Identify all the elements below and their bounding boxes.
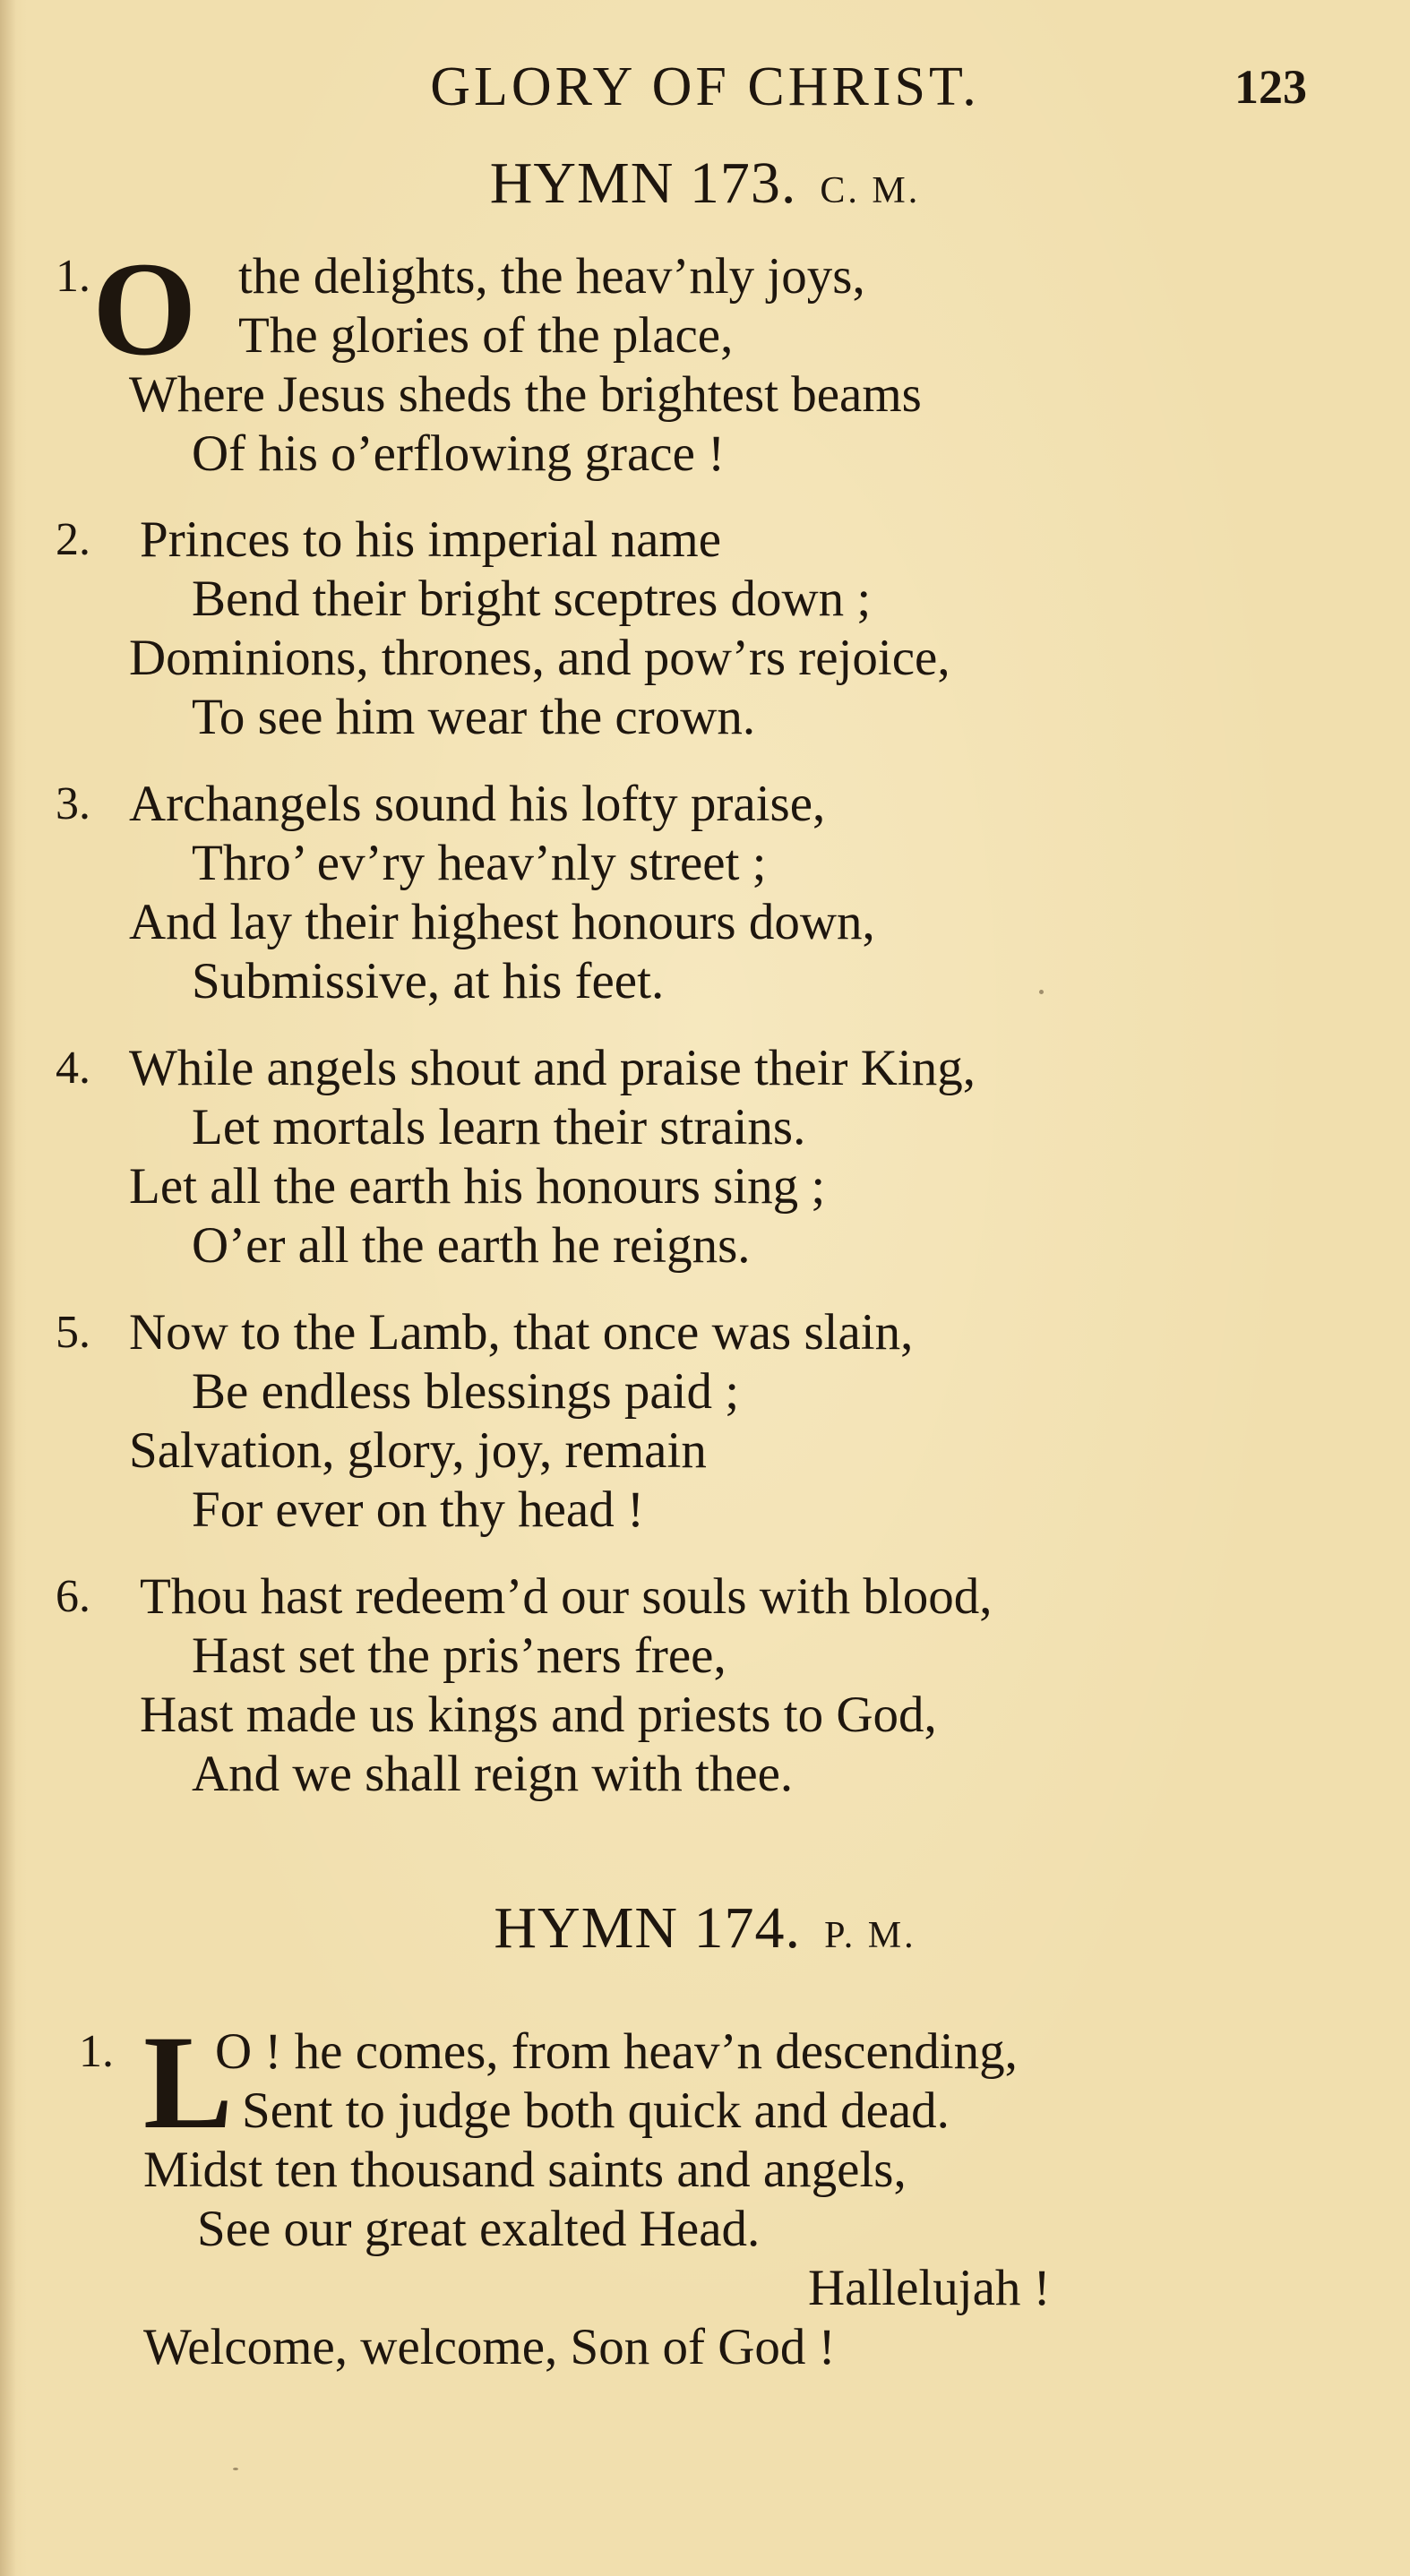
verse-line: The glories of the place, — [238, 307, 734, 364]
verse-line: Let all the earth his honours sing ; — [129, 1158, 826, 1215]
hymn-174-meter: P. M. — [824, 1915, 916, 1956]
verse-line: And lay their highest honours down, — [129, 894, 875, 950]
hymn-174-number: HYMN 174. — [494, 1895, 802, 1961]
verse-number: 2. — [56, 514, 90, 565]
verse-number: 1. — [79, 2026, 114, 2077]
verse-line: And we shall reign with thee. — [192, 1746, 794, 1802]
running-head — [0, 47, 1410, 127]
running-title: GLORY OF CHRIST. — [430, 56, 980, 117]
verse-line: Bend their bright sceptres down ; — [192, 571, 872, 627]
hymn-173-number: HYMN 173. — [489, 150, 797, 216]
verse-number: 5. — [56, 1307, 90, 1358]
page-binding-shadow — [0, 0, 16, 2576]
verse-number: 3. — [56, 778, 90, 829]
verse-line: Now to the Lamb, that once was slain, — [129, 1304, 914, 1361]
verse-line: Archangels sound his lofty praise, — [129, 776, 826, 832]
verse-number: 1. — [56, 251, 90, 302]
ink-speck — [233, 2468, 238, 2470]
verse-line: Submissive, at his feet. — [192, 953, 665, 1009]
verse-line: While angels shout and praise their King, — [129, 1040, 976, 1096]
verse-line: Thou hast redeem’d our souls with blood, — [140, 1568, 993, 1625]
verse-line: Of his o’erflowing grace ! — [192, 425, 726, 482]
hymn-173-heading — [0, 143, 1410, 239]
hymn-173-meter: C. M. — [820, 170, 921, 211]
ink-speck — [1039, 990, 1044, 994]
verse-number: 4. — [56, 1043, 90, 1094]
verse-line: See our great exalted Head. — [197, 2201, 761, 2257]
verse-line: O’er all the earth he reigns. — [192, 1217, 751, 1274]
verse-line: For ever on thy head ! — [192, 1481, 644, 1538]
drop-cap: O — [92, 235, 197, 383]
drop-cap: L — [143, 2008, 234, 2157]
verse-line: Be endless blessings paid ; — [192, 1363, 740, 1420]
verse-line: the delights, the heav’nly joys, — [238, 248, 865, 305]
verse-line: Salvation, glory, joy, remain — [129, 1422, 707, 1479]
hymn-174-heading — [0, 1888, 1410, 1984]
verse-line: Sent to judge both quick and dead. — [242, 2082, 950, 2139]
verse-line: O ! he comes, from heav’n descending, — [215, 2023, 1018, 2080]
page-number: 123 — [1234, 60, 1307, 114]
verse-line: Hast made us kings and priests to God, — [140, 1687, 937, 1743]
verse-number: 6. — [56, 1571, 90, 1622]
verse-line: Hallelujah ! — [808, 2260, 1051, 2316]
verse-line: Princes to his imperial name — [140, 511, 722, 568]
verse-line: Dominions, thrones, and pow’rs rejoice, — [129, 630, 950, 686]
verse-line: Hast set the pris’ners free, — [192, 1627, 726, 1684]
verse-line: Midst ten thousand saints and angels, — [143, 2142, 907, 2198]
verse-line: Let mortals learn their strains. — [192, 1099, 806, 1155]
verse-line: Welcome, welcome, Son of God ! — [143, 2319, 836, 2375]
verse-line: Where Jesus sheds the brightest beams — [129, 366, 922, 423]
verse-line: Thro’ ev’ry heav’nly street ; — [192, 835, 767, 891]
verse-line: To see him wear the crown. — [192, 689, 756, 745]
